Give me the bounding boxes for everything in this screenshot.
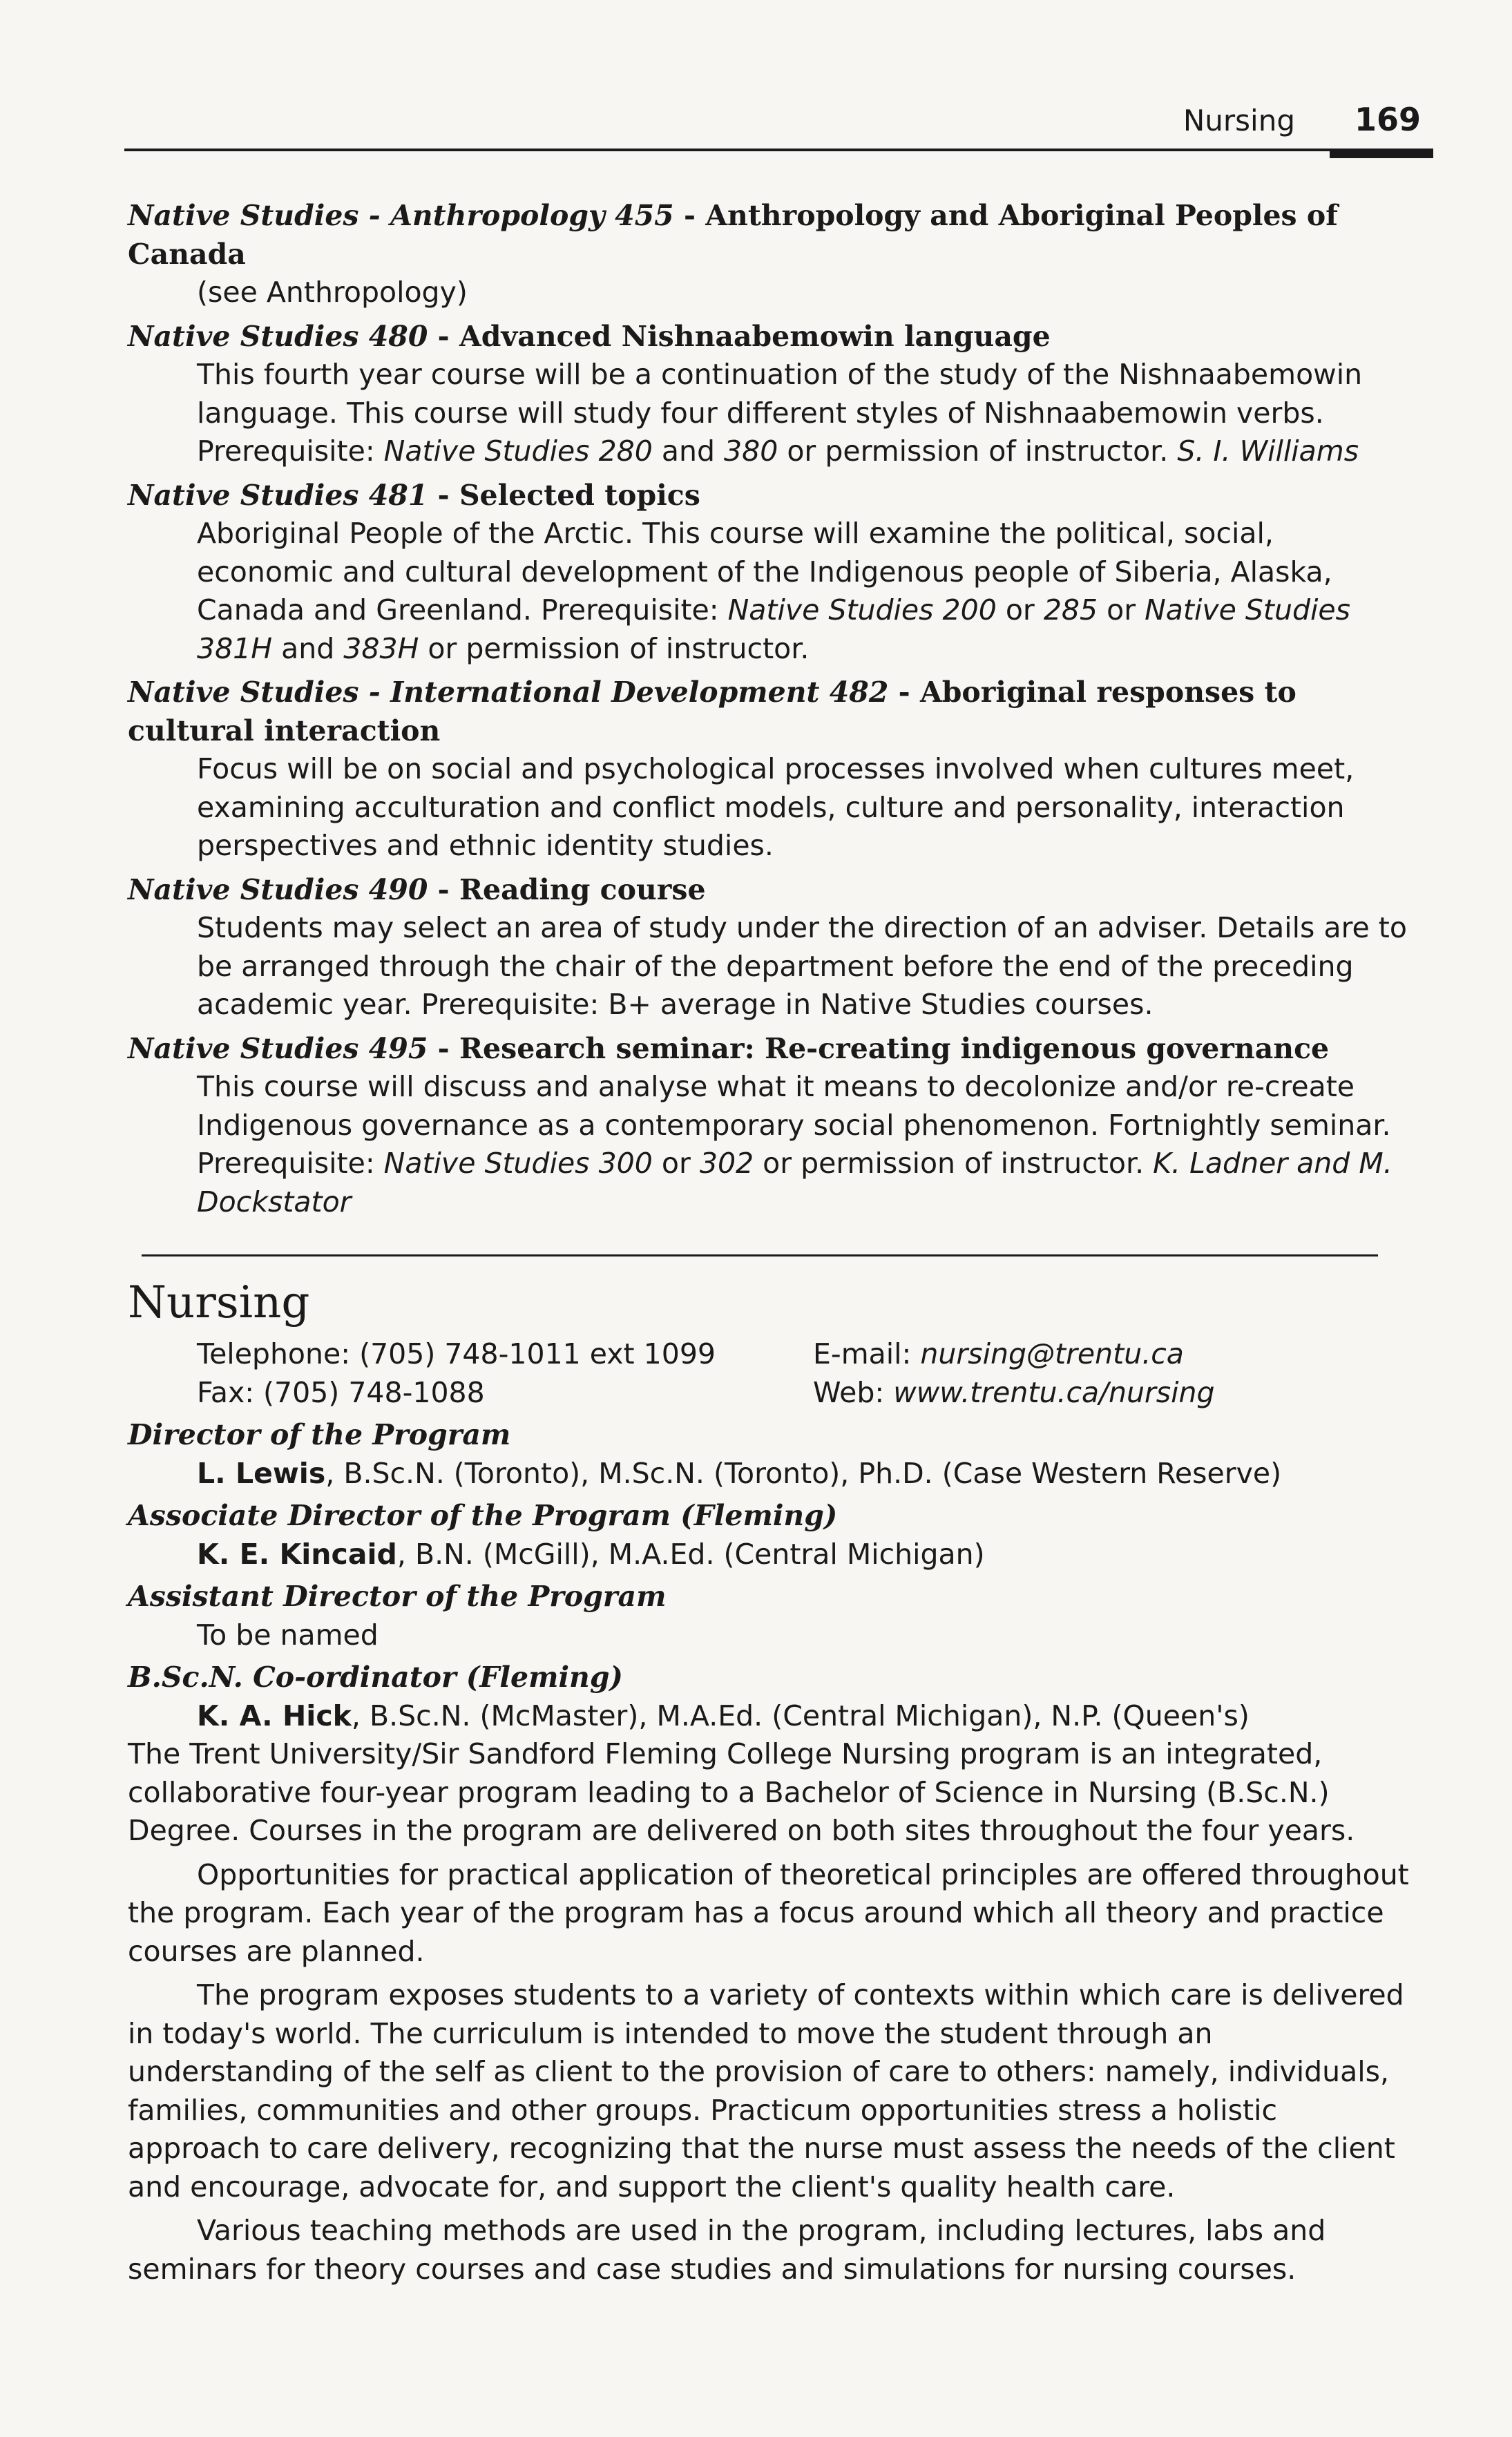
contact-info	[128, 1335, 1413, 1412]
role-person: To be named	[197, 1618, 379, 1652]
course-title: Native Studies 481 - Selected topics	[128, 478, 700, 512]
role-title: B.Sc.N. Co-ordinator (Fleming)	[128, 1661, 623, 1694]
program-paragraph: Opportunities for practical application of theoretical principles are offered throughout the program. Each year of the program has a focus around which all theory and practice courses are planned.	[128, 1857, 1409, 1968]
course-description: (see Anthropology)	[197, 276, 468, 309]
role-title: Director of the Program	[128, 1418, 511, 1451]
course-title: Native Studies 480 - Advanced Nishnaabemowin language	[128, 319, 1051, 353]
program-paragraph: Various teaching methods are used in the program, including lectures, labs and seminars for theory courses and case studies and simulations for nursing courses.	[128, 2214, 1326, 2286]
instructor-name: S. I. Williams	[1177, 434, 1359, 468]
fax: Fax: (705) 748-1088	[197, 1375, 485, 1409]
role-person: K. E. Kincaid, B.N. (McGill), M.A.Ed. (Central Michigan)	[197, 1537, 985, 1571]
telephone: Telephone: (705) 748-1011 ext 1099	[197, 1337, 716, 1370]
course-entry	[128, 477, 1413, 669]
program-paragraph: The program exposes students to a variety of contexts within which care is delivered in today's world. The curriculum is intended to move the student through an understanding of the self as client to the provision of care to others: namely, individuals, families, communities and other groups. Practicum opportunities stress a holistic approach to care delivery, recognizing that the nurse must assess the needs of the client and encourage, advocate for, and support the client's quality health care.	[128, 1978, 1404, 2204]
course-description: This fourth year course will be a continuation of the study of the Nishnaabemowin language. This course will study four different styles of Nishnaabemowin verbs. Prerequisite: Native Studies 280 and 380 or permission of instructor. S. I. Williams	[197, 358, 1363, 468]
role-title: Assistant Director of the Program	[128, 1580, 667, 1613]
program-paragraph: The Trent University/Sir Sandford Fleming College Nursing program is an integrated, collaborative four-year program leading to a Bachelor of Science in Nursing (B.Sc.N.) Degree. Courses in the program are delivered on both sites throughout the four years.	[128, 1737, 1355, 1847]
header-rule	[124, 149, 1433, 151]
page-content	[128, 197, 1413, 2294]
role-person: K. A. Hick, B.Sc.N. (McMaster), M.A.Ed. (Central Michigan), N.P. (Queen's)	[197, 1699, 1250, 1732]
course-description: Aboriginal People of the Arctic. This course will examine the political, social, economic and cultural development of the Indigenous people of Siberia, Alaska, Canada and Greenland. Prerequisite: Native Studies 200 or 285 or Native Studies 381H and 383H or permission of instructor.	[197, 517, 1350, 665]
role-person: L. Lewis, B.Sc.N. (Toronto), M.Sc.N. (Toronto), Ph.D. (Case Western Reserve)	[197, 1456, 1282, 1490]
website-link[interactable]: www.trentu.ca/nursing	[893, 1375, 1215, 1409]
course-entry	[128, 318, 1413, 471]
course-entry	[128, 197, 1413, 312]
staff-list	[128, 1416, 1413, 1735]
section-divider	[142, 1254, 1378, 1256]
instructor-name: K. Ladner and M. Dockstator	[197, 1147, 1393, 1218]
course-description: This course will discuss and analyse what it means to decolonize and/or re-create Indigenous governance as a contemporary social phenomenon. Fortnightly seminar. Prerequisite: Native Studies 300 or 302 or permission of instructor. K. Ladner and M. Dockstator	[197, 1070, 1393, 1218]
course-entry	[128, 1030, 1413, 1222]
course-title: Native Studies - International Development 482 - Aboriginal responses to cultural interaction	[128, 676, 1296, 747]
header-thumb-tab	[1330, 151, 1433, 158]
email-link[interactable]: nursing@trentu.ca	[920, 1337, 1184, 1370]
email: E-mail: nursing@trentu.ca	[813, 1337, 1184, 1370]
page-number: 169	[1354, 101, 1421, 138]
course-title: Native Studies - Anthropology 455 - Anthropology and Aboriginal Peoples of Canada	[128, 199, 1338, 271]
section-heading: Nursing	[128, 1277, 310, 1328]
course-description: Students may select an area of study under the direction of an adviser. Details are to be arranged through the chair of the department before the end of the preceding academic year. Prerequisite: B+ average in Native Studies courses.	[197, 911, 1407, 1021]
role-title: Associate Director of the Program (Fleming)	[128, 1499, 838, 1532]
website: Web: www.trentu.ca/nursing	[813, 1375, 1215, 1409]
course-description: Focus will be on social and psychological processes involved when cultures meet, examining acculturation and conflict models, culture and personality, interaction perspectives and ethnic identity studies.	[197, 752, 1355, 862]
running-header-section: Nursing	[1183, 104, 1295, 137]
course-title: Native Studies 490 - Reading course	[128, 872, 706, 906]
course-title: Native Studies 495 - Research seminar: Re-creating indigenous governance	[128, 1031, 1330, 1065]
course-entry	[128, 673, 1413, 866]
course-entry	[128, 871, 1413, 1024]
page-header	[124, 101, 1433, 149]
